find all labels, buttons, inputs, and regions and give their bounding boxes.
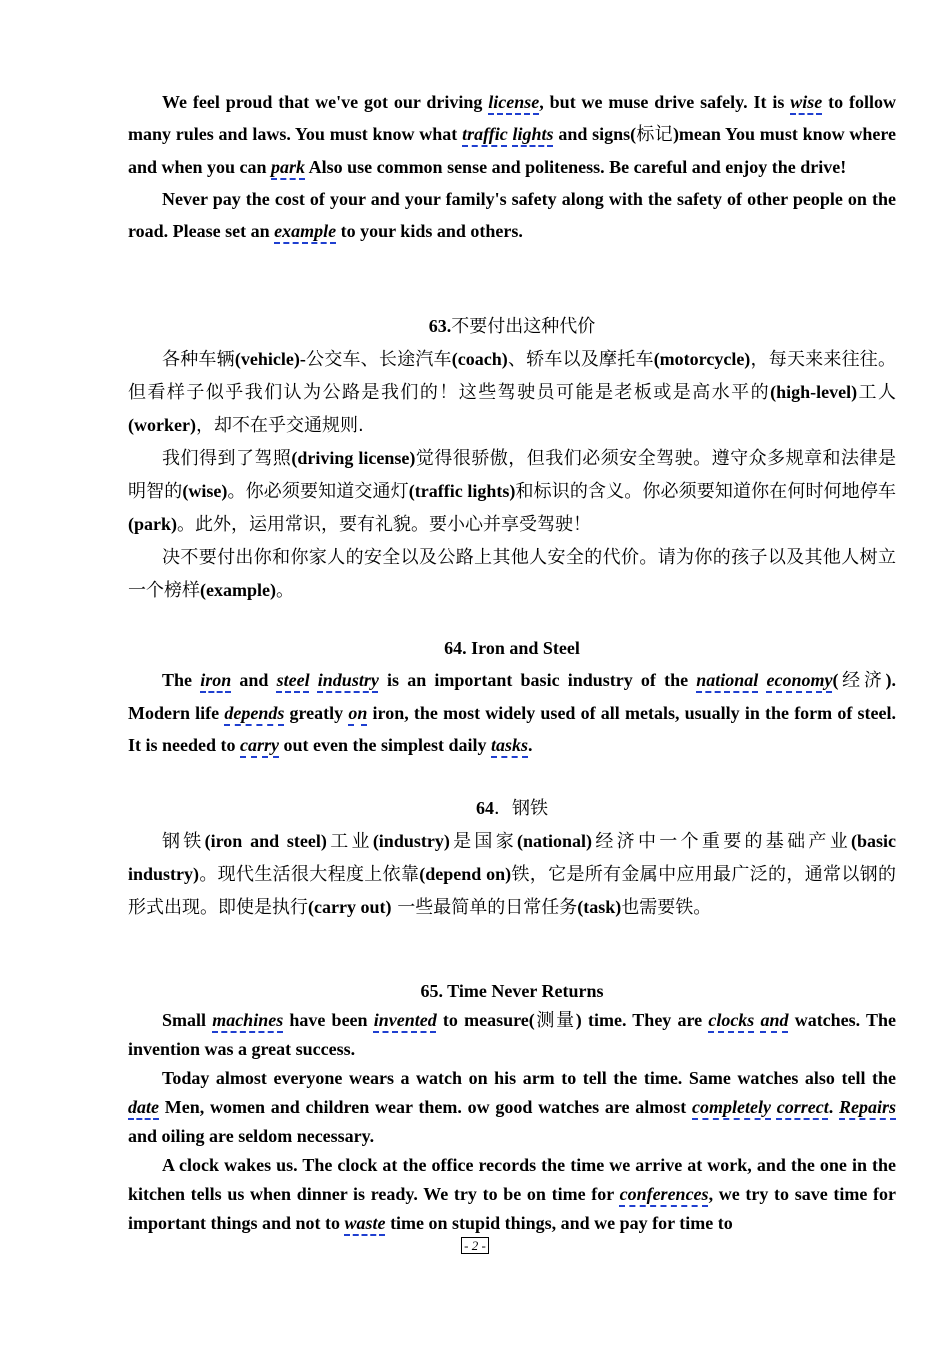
- text: (coach): [451, 349, 508, 369]
- text: 也需要铁。: [621, 897, 712, 918]
- text: to measure(: [436, 1010, 535, 1030]
- text: (national): [517, 831, 593, 851]
- text: , we try to save time for important things and not to: [128, 1184, 897, 1233]
- section-number: 63.: [428, 316, 452, 336]
- keyword: license: [488, 92, 540, 112]
- text: 铁，它是所有金属中应用最广泛的，通常以钢的形式出现。即使是执行: [128, 864, 897, 918]
- text: We feel proud that we've got our driving: [162, 92, 489, 112]
- text: , but we muse drive safely. It is: [539, 92, 791, 112]
- section-title-text: 不要付出这种代价: [451, 316, 596, 337]
- text: (worker): [128, 415, 196, 435]
- page-footer: [0, 1238, 950, 1254]
- keyword: waste: [344, 1213, 386, 1233]
- text: Never pay the cost of your and your family's safety along with the safety of other people on the road. Please set an: [128, 189, 896, 241]
- text: (: [832, 670, 839, 690]
- text: and oiling are seldom necessary.: [128, 1126, 375, 1146]
- section-title: [128, 792, 896, 825]
- text: 和标识的含义。你必须要知道你在何时何地停车: [515, 481, 897, 502]
- text: (traffic lights): [408, 481, 516, 501]
- text: out even the simplest daily: [279, 735, 492, 755]
- keyword: Repairs: [839, 1097, 897, 1117]
- keyword: lights: [512, 124, 554, 144]
- keyword: invented: [373, 1010, 437, 1030]
- text: 我们得到了驾照: [162, 448, 292, 469]
- text: .: [528, 735, 533, 755]
- section-title: 64. Iron and Steel: [444, 638, 580, 658]
- keyword: traffic: [462, 124, 508, 144]
- text: (industry): [372, 831, 450, 851]
- section-65-english: [128, 976, 896, 1238]
- text: .: [828, 1097, 840, 1117]
- text: (park): [128, 514, 177, 534]
- keyword: clocks: [708, 1010, 755, 1030]
- keyword: example: [274, 221, 337, 241]
- text: 决不要付出你和你家人的安全以及公路上其他人安全的代价。请为你的孩子以及其他人树立一个榜样: [128, 547, 896, 601]
- text: to follow many rules and laws. You must know what: [128, 92, 896, 144]
- text: ) time. They are: [575, 1010, 709, 1030]
- text: Today almost everyone wears a watch on his arm to tell the time. Same watches also tell the: [162, 1068, 896, 1088]
- text: The: [162, 670, 201, 690]
- text: is an important basic industry of the: [378, 670, 697, 690]
- text: (task): [577, 897, 622, 917]
- section-62-english: [128, 86, 896, 247]
- section-64-english: [128, 632, 896, 761]
- keyword: carry: [240, 735, 279, 755]
- text: (basic industry): [128, 831, 897, 884]
- text: (vehicle)-: [234, 349, 306, 369]
- paragraph: [128, 1151, 896, 1238]
- keyword: depends: [224, 703, 285, 723]
- keyword: steel: [276, 670, 310, 690]
- text: 觉得很骄傲，但我们必须安全驾驶。遵守众多规章和法律是明智的: [128, 448, 897, 502]
- paragraph: [128, 86, 896, 183]
- text: 、轿车以及摩托车: [507, 349, 654, 370]
- paragraph: [128, 442, 896, 541]
- keyword: machines: [212, 1010, 284, 1030]
- paragraph: [128, 664, 896, 761]
- text: 一些最简单的日常任务: [391, 897, 578, 918]
- text: (carry out): [308, 897, 392, 917]
- keyword: national: [696, 670, 759, 690]
- text: (high-level): [770, 382, 858, 402]
- keyword: economy: [766, 670, 833, 690]
- text: (depend on): [419, 864, 512, 884]
- text: 。现代生活很大程度上依靠: [199, 864, 420, 885]
- text: 经济: [838, 670, 886, 691]
- keyword: tasks: [491, 735, 529, 755]
- text: to your kids and others.: [336, 221, 523, 241]
- text: 经济中一个重要的基础产业: [592, 831, 852, 852]
- keyword: park: [271, 157, 306, 177]
- keyword: iron: [200, 670, 232, 690]
- paragraph: [128, 541, 896, 607]
- paragraph: [128, 343, 896, 442]
- text: time on stupid things, and we pay for time to: [385, 1213, 733, 1233]
- section-title: [128, 310, 896, 343]
- text: ). Modern life: [128, 670, 897, 723]
- text: (driving license): [291, 448, 416, 468]
- keyword: correct: [776, 1097, 829, 1117]
- text: 是国家: [449, 831, 518, 852]
- keyword: on: [348, 703, 368, 723]
- section-63-chinese: [128, 310, 896, 607]
- text: Also use common sense and politeness. Be careful and enjoy the drive!: [305, 157, 847, 177]
- text: 测量: [534, 1010, 576, 1031]
- text: Small: [162, 1010, 213, 1030]
- paragraph: [128, 183, 896, 247]
- paragraph: [128, 825, 896, 924]
- text: [758, 670, 766, 690]
- keyword: and: [760, 1010, 789, 1030]
- text: 标记: [636, 124, 673, 145]
- text: 工业: [326, 831, 373, 852]
- text: (iron and steel): [204, 831, 327, 851]
- text: 。: [275, 580, 294, 601]
- text: ，每天来来往往。但看样子似乎我们认为公路是我们的！这些驾驶员可能是老板或是高水平的: [128, 349, 897, 403]
- text: )mean You must know where and when you can: [128, 124, 897, 177]
- text: and: [231, 670, 277, 690]
- text: (motorcycle): [653, 349, 751, 369]
- section-title: 65. Time Never Returns: [420, 981, 604, 1001]
- section-number: 64: [476, 798, 494, 818]
- keyword: conferences: [619, 1184, 709, 1204]
- text: 工人: [857, 382, 897, 403]
- text: 。你必须要知道交通灯: [227, 481, 409, 502]
- text: A clock wakes us. The clock at the office records the time we arrive at work, and the one in the kitchen tells us when dinner is ready. We try to be on time for: [128, 1155, 896, 1204]
- section-title-text: ．钢铁: [494, 798, 548, 819]
- text: Men, women and children wear them. ow good watches are almost: [159, 1097, 693, 1117]
- text: ，却不在乎交通规则.: [195, 415, 364, 436]
- text: 。此外，运用常识，要有礼貌。要小心并享受驾驶！: [177, 514, 591, 535]
- text: have been: [283, 1010, 374, 1030]
- text: watches. The invention was a great success.: [128, 1010, 897, 1059]
- text: 各种车辆: [162, 349, 235, 370]
- keyword: completely: [692, 1097, 771, 1117]
- text: [310, 670, 318, 690]
- text: greatly: [284, 703, 349, 723]
- text: 钢铁: [162, 831, 205, 852]
- text: (example): [200, 580, 276, 600]
- keyword: wise: [790, 92, 823, 112]
- keyword: industry: [317, 670, 379, 690]
- page-number: - 2 -: [461, 1237, 489, 1254]
- text: 公交车、长途汽车: [305, 349, 452, 370]
- section-64-chinese: [128, 792, 896, 924]
- paragraph: [128, 1006, 896, 1064]
- text: and signs(: [553, 124, 637, 144]
- text: iron, the most widely used of all metals, usually in the form of steel. It is needed to: [128, 703, 896, 755]
- text: (wise): [182, 481, 228, 501]
- paragraph: [128, 1064, 896, 1151]
- keyword: date: [128, 1097, 159, 1117]
